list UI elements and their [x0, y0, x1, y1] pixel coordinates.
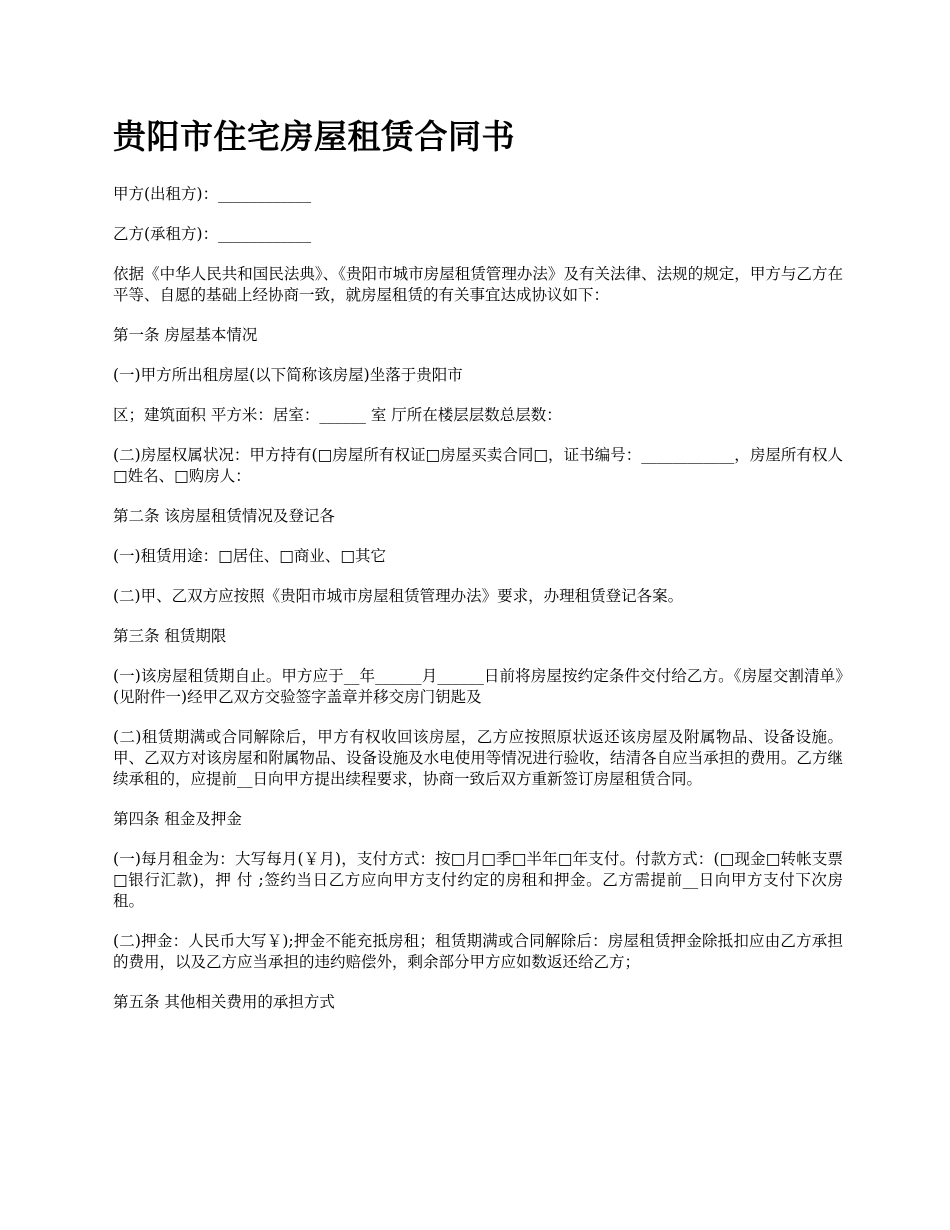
party-a-line: 甲方(出租方)：____________ [113, 185, 312, 203]
article-1-clause-2: (二)房屋权属状况：甲方持有(□房屋所有权证□房屋买卖合同□，证书编号：____________，房屋所有权人□姓名、□购房人： [113, 446, 843, 485]
article-5-heading: 第五条 其他相关费用的承担方式 [113, 993, 335, 1011]
article-1-heading: 第一条 房屋基本情况 [113, 326, 258, 344]
article-4-clause-1: (一)每月租金为：大写每月(￥月)，支付方式：按□月□季□半年□年支付。付款方式：(□现金□转帐支票□银行汇款)，押 付 ;签约当日乙方应向甲方支付约定的房租和押金。乙方需提前__日向甲方支付下次房租。 [113, 850, 843, 910]
article-1-clause-1-cont: 区；建筑面积 平方米：居室：______ 室 厅所在楼层层数总层数： [113, 406, 562, 424]
party-b-line: 乙方(承租方)：____________ [113, 225, 312, 243]
article-4-heading: 第四条 租金及押金 [113, 810, 242, 828]
document-page [113, 112, 843, 1032]
article-2-clause-2: (二)甲、乙双方应按照《贵阳市城市房屋租赁管理办法》要求，办理租赁登记各案。 [113, 587, 684, 605]
article-3-heading: 第三条 租赁期限 [113, 627, 227, 645]
article-1-clause-1: (一)甲方所出租房屋(以下简称该房屋)坐落于贵阳市 [113, 366, 463, 384]
article-3-clause-1: (一)该房屋租赁期自止。甲方应于__年______月______日前将房屋按约定条件交付给乙方。《房屋交割清单》(见附件一)经甲乙双方交验签字盖章并移交房门钥匙及 [113, 667, 843, 706]
article-2-heading: 第二条 该房屋租赁情况及登记各 [113, 507, 335, 525]
document-title: 贵阳市住宅房屋租赁合同书 [113, 117, 515, 156]
preamble-paragraph: 依据《中华人民共和国民法典》、《贵阳市城市房屋租赁管理办法》及有关法律、法规的规定，甲方与乙方在平等、自愿的基础上经协商一致，就房屋租赁的有关事宜达成协议如下： [113, 265, 843, 304]
article-3-clause-2: (二)租赁期满或合同解除后，甲方有权收回该房屋，乙方应按照原状返还该房屋及附属物品、设备设施。甲、乙双方对该房屋和附属物品、设备设施及水电使用等情况进行验收，结清各自应当承担的费用。乙方继续承租的，应提前__日向甲方提出续程要求，协商一致后双方重新签订房屋租赁合同。 [113, 728, 843, 788]
article-4-clause-2: (二)押金：人民币大写￥);押金不能充抵房租；租赁期满或合同解除后：房屋租赁押金除抵扣应由乙方承担的费用，以及乙方应当承担的违约赔偿外，剩余部分甲方应如数返还给乙方； [113, 932, 843, 971]
article-2-clause-1: (一)租赁用途：□居住、□商业、□其它 [113, 547, 387, 565]
